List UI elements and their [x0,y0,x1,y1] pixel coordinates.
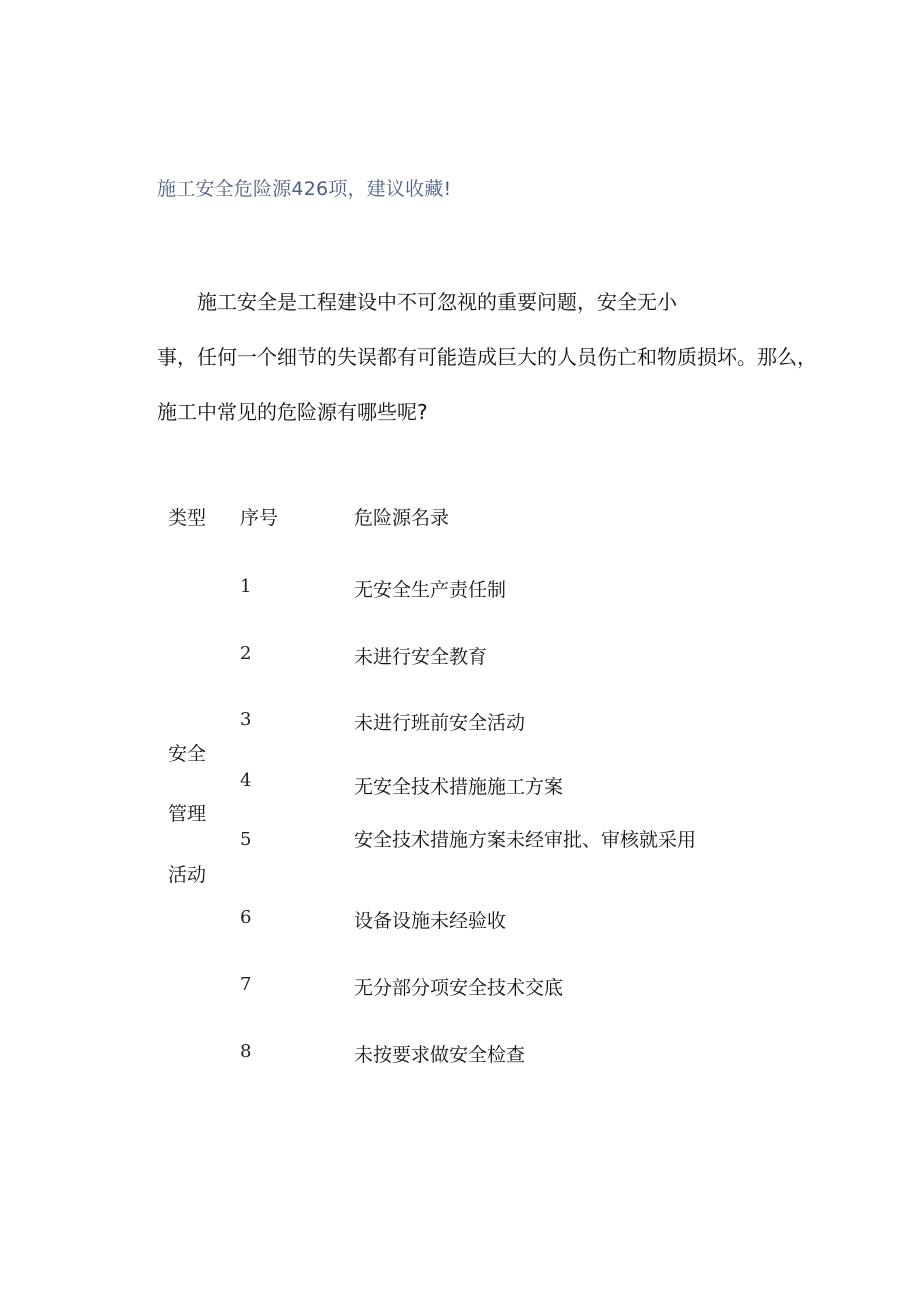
row-name: 设备设施未经验收 [354,910,507,932]
row-name: 未进行安全教育 [354,646,488,668]
header-name: 危险源名录 [354,507,450,529]
row-name: 未按要求做安全检查 [354,1044,526,1066]
row-seq: 4 [240,770,252,791]
row-name: 无安全技术措施施工方案 [354,776,564,798]
row-name: 无分部分项安全技术交底 [354,977,564,999]
row-seq: 6 [240,907,252,928]
header-type: 类型 [168,507,207,529]
row-seq: 2 [240,643,252,664]
row-name: 无安全生产责任制 [354,579,507,601]
intro-line-1: 施工安全是工程建设中不可忽视的重要问题，安全无小 [197,290,677,314]
row-seq: 8 [240,1041,252,1062]
intro-line-3: 施工中常见的危险源有哪些呢? [157,400,428,424]
row-seq: 3 [240,709,252,730]
row-seq: 5 [240,829,252,850]
category-label: 活动 [168,864,207,886]
row-name: 安全技术措施方案未经审批、审核就采用 [354,829,697,851]
category-label: 管理 [168,803,207,825]
article-title: 施工安全危险源426项，建议收藏! [157,178,452,200]
header-seq: 序号 [240,507,279,529]
intro-line-2: 事，任何一个细节的失误都有可能造成巨大的人员伤亡和物质损坏。那么， [157,345,817,369]
row-seq: 1 [240,576,252,597]
row-name: 未进行班前安全活动 [354,712,526,734]
row-seq: 7 [240,974,252,995]
category-label: 安全 [168,743,207,765]
